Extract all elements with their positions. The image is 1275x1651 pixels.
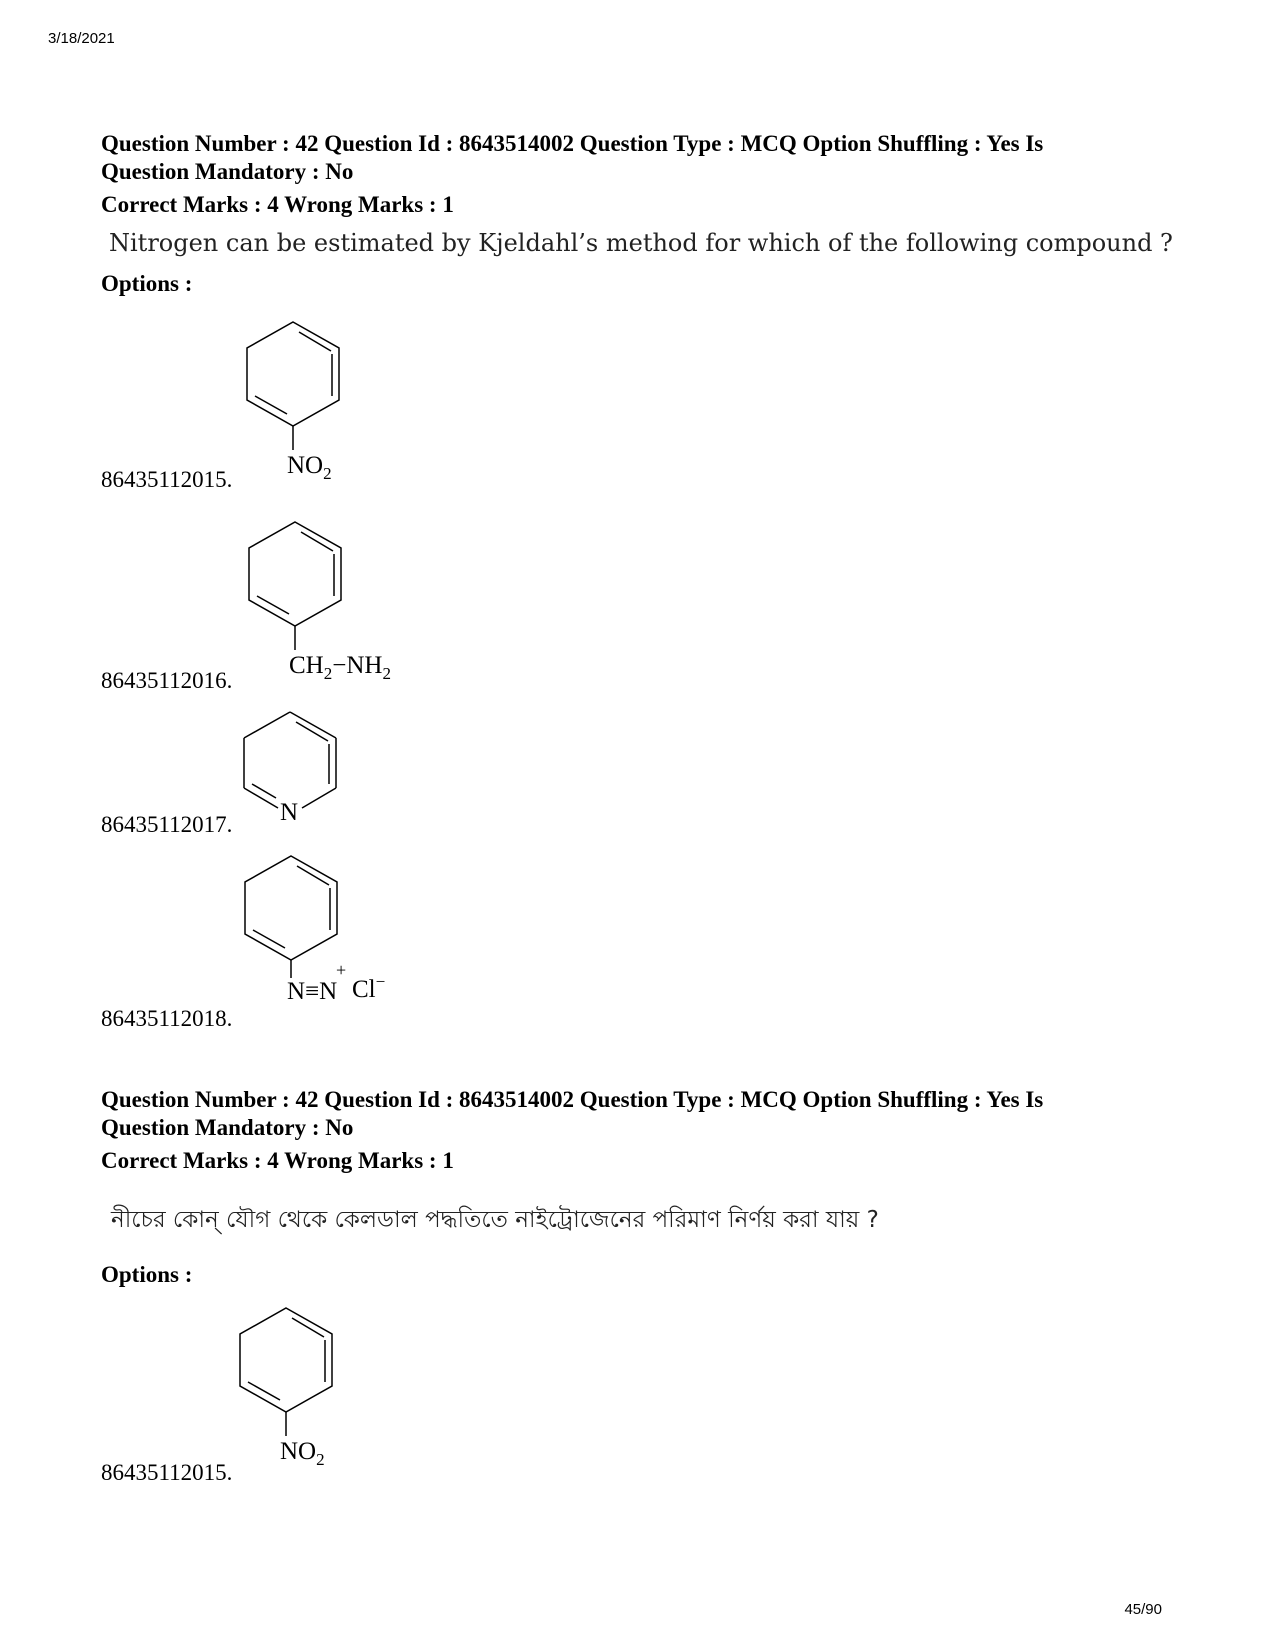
question-meta-line2: Question Mandatory : No bbox=[101, 159, 354, 184]
benzylamine-structure bbox=[245, 510, 445, 690]
page-number: 45/90 bbox=[1124, 1601, 1162, 1618]
option-id: 86435112015. bbox=[101, 1460, 233, 1485]
svg-text:NO2: $NO_2$ bbox=[280, 1438, 325, 1469]
pyridine-structure bbox=[240, 708, 350, 838]
question-text: নীচের কোন্ যৌগ থেকে কেলডাল পদ্ধতিতে নাইট্রোজেনের পরিমাণ নির্ণয় করা যায় ? bbox=[111, 1207, 879, 1233]
nitrobenzene-structure bbox=[245, 310, 385, 485]
svg-text:CH2−NH2: $CH_2-NH_2$ bbox=[289, 652, 391, 683]
question-block bbox=[101, 130, 1181, 297]
svg-text:+: + bbox=[336, 960, 347, 980]
question-marks: Correct Marks : 4 Wrong Marks : 1 bbox=[101, 1148, 454, 1173]
svg-text:Cl−: Cl− bbox=[352, 972, 386, 1003]
svg-text:NO2: $NO_2$ bbox=[287, 452, 332, 483]
option-id: 86435112017. bbox=[101, 812, 233, 837]
svg-text:N≡N: N≡N bbox=[287, 978, 338, 1005]
option-id: 86435112015. bbox=[101, 467, 233, 492]
svg-text:N: N bbox=[280, 799, 299, 826]
options-label: Options : bbox=[101, 1262, 193, 1287]
question-marks: Correct Marks : 4 Wrong Marks : 1 bbox=[101, 192, 454, 217]
question-meta-line2: Question Mandatory : No bbox=[101, 1115, 354, 1140]
option-id: 86435112016. bbox=[101, 668, 233, 693]
option-id: 86435112018. bbox=[101, 1006, 233, 1031]
question-block bbox=[101, 1086, 1181, 1288]
print-date: 3/18/2021 bbox=[48, 30, 115, 47]
question-meta-line1: Question Number : 42 Question Id : 8643514002 Question Type : MCQ Option Shuffling : Yes Is bbox=[101, 131, 1044, 156]
question-text: Nitrogen can be estimated by Kjeldahl’s method for which of the following compound ? bbox=[109, 229, 1173, 257]
options-label: Options : bbox=[101, 271, 193, 296]
diazonium-structure bbox=[243, 852, 413, 1012]
question-meta-line1: Question Number : 42 Question Id : 8643514002 Question Type : MCQ Option Shuffling : Yes Is bbox=[101, 1087, 1044, 1112]
nitrobenzene-structure bbox=[238, 1296, 378, 1471]
